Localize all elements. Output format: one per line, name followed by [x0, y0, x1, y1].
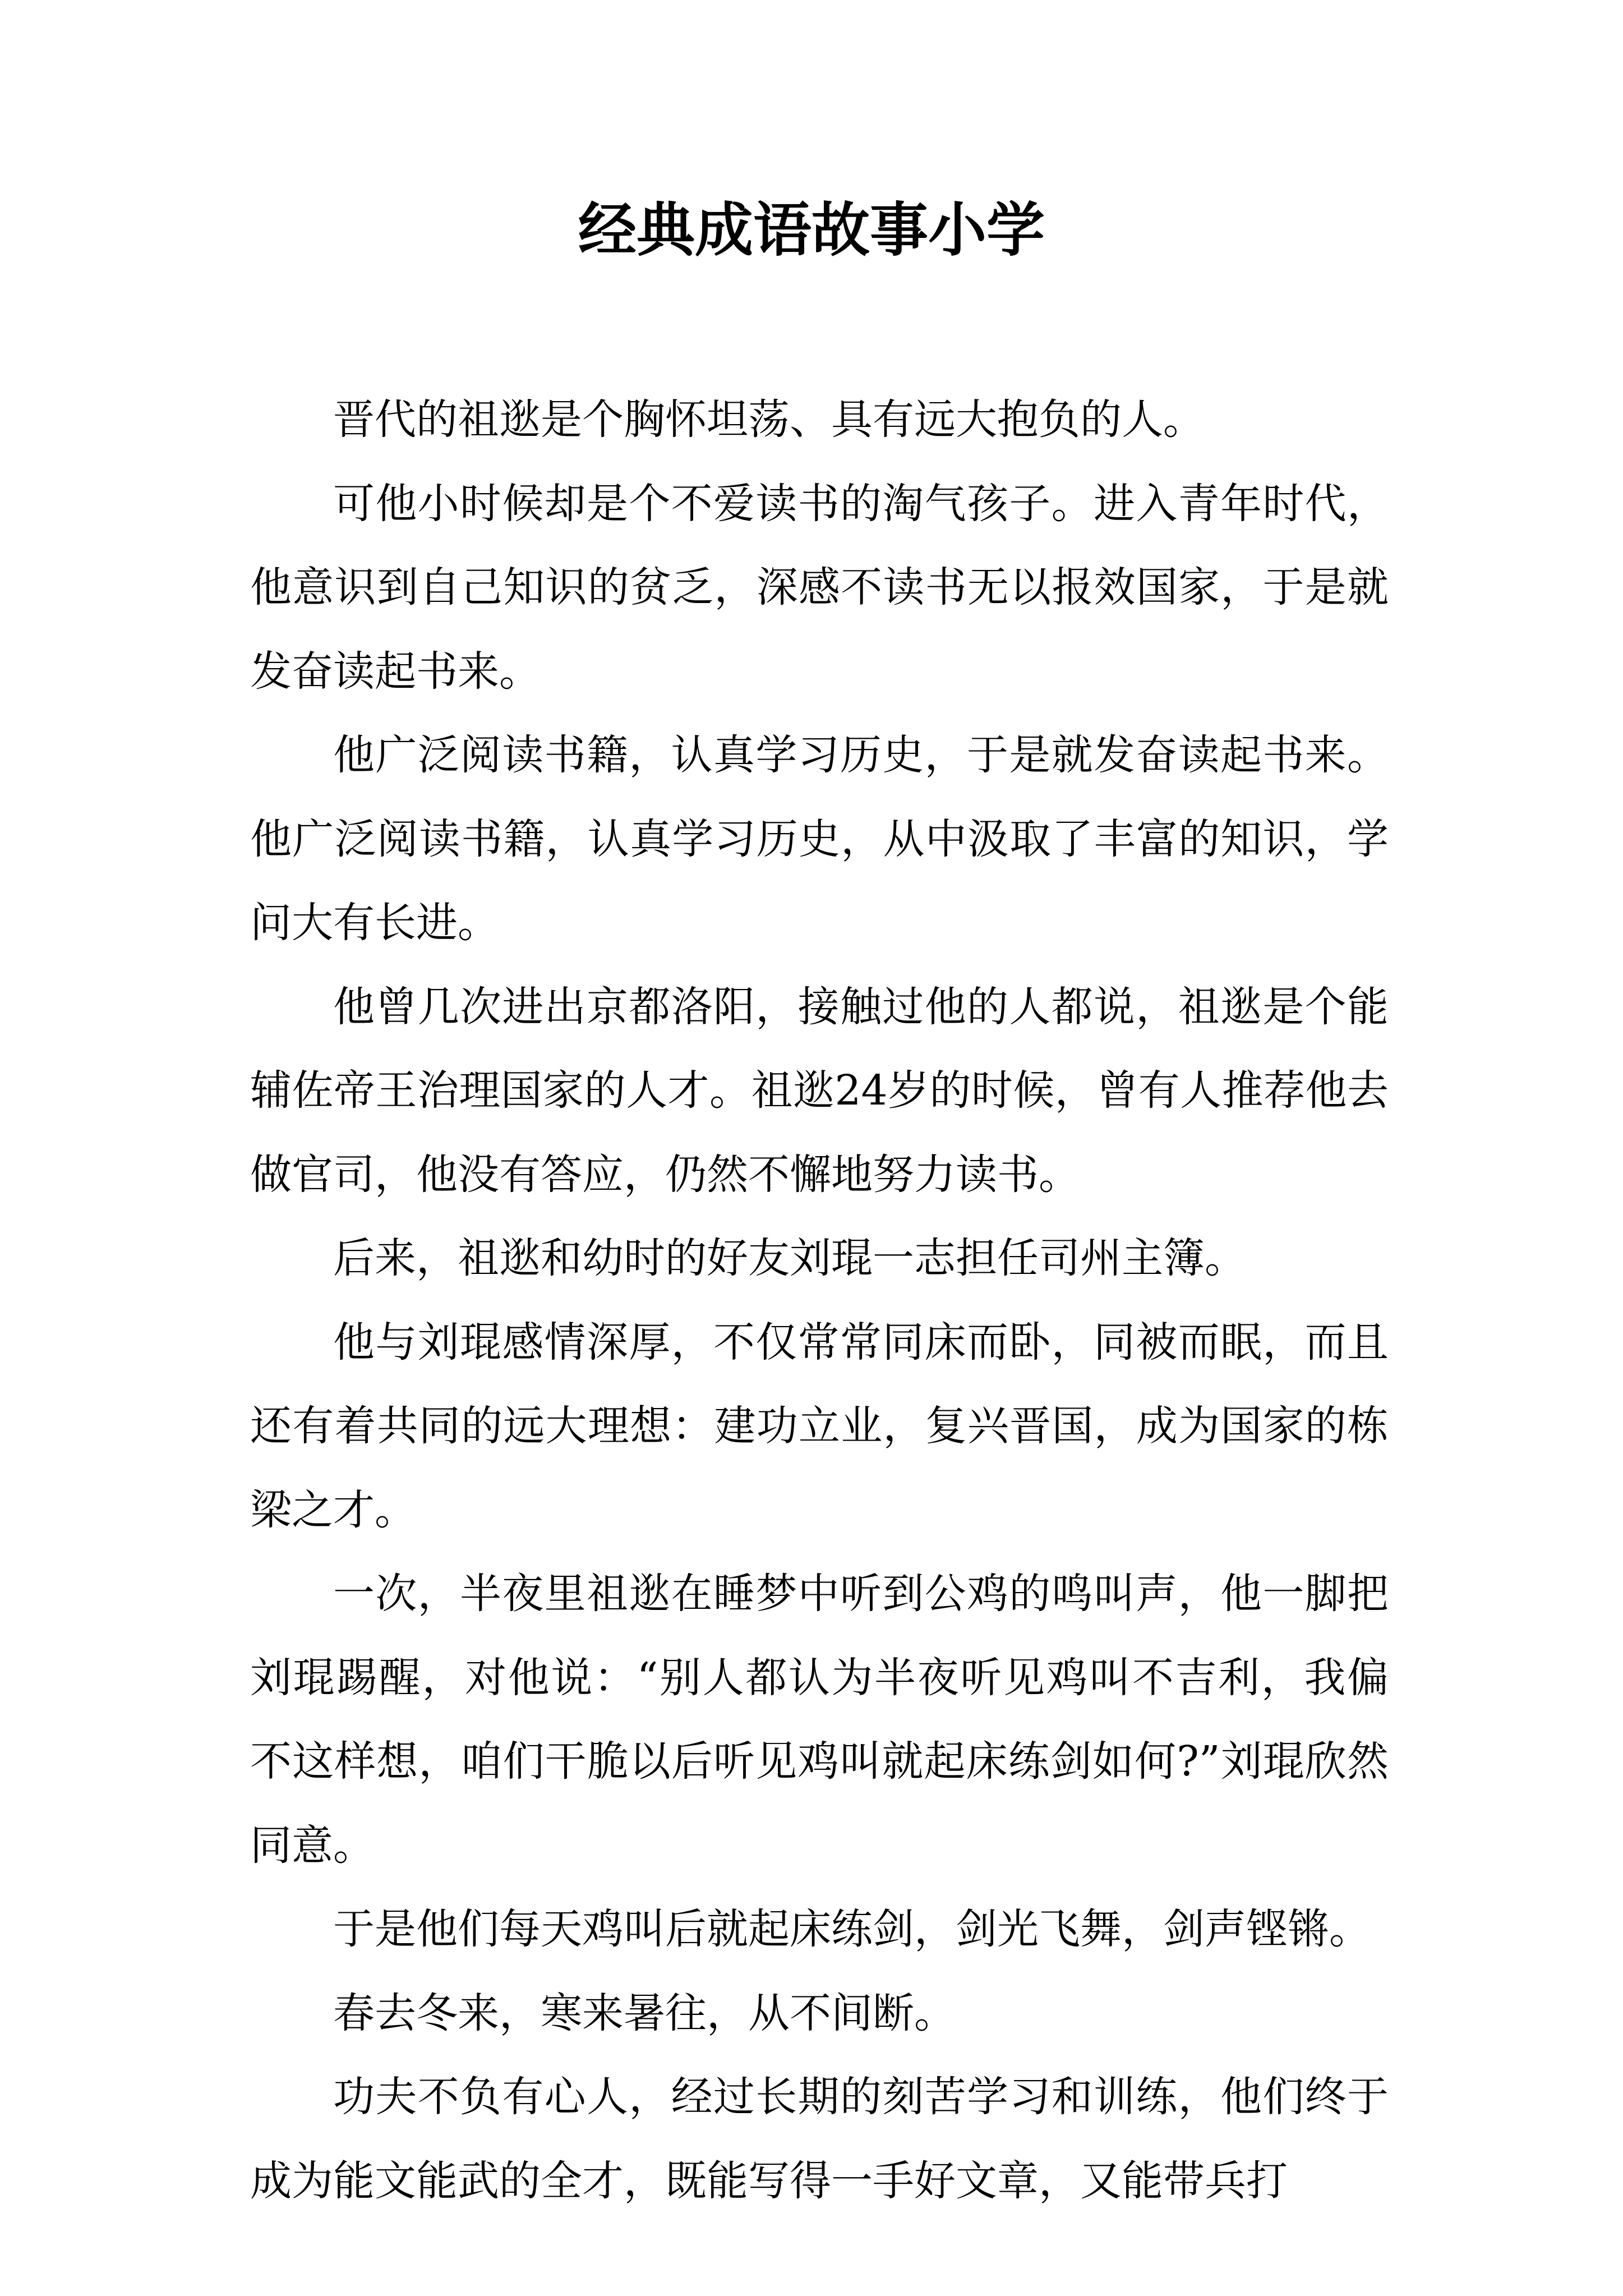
paragraph: 功夫不负有心人，经过长期的刻苦学习和训练，他们终于成为能文能武的全才，既能写得一手好文章，又能带兵打 [250, 2073, 1389, 2205]
paragraph: 他与刘琨感情深厚，不仅常常同床而卧，同被而眠，而且还有着共同的远大理想：建功立业，复兴晋国，成为国家的栋梁之才。 [250, 1318, 1389, 1534]
paragraph: 于是他们每天鸡叫后就起床练剑，剑光飞舞，剑声铿锵。 [333, 1905, 1371, 1953]
document-body [250, 378, 1389, 2223]
paragraph: 春去冬来，寒来暑往，从不间断。 [333, 1989, 956, 2037]
paragraph: 一次，半夜里祖逖在睡梦中听到公鸡的鸣叫声，他一脚把刘琨踢醒，对他说：“别人都认为半夜听见鸡叫不吉利，我偏不这样想，咱们干脆以后听见鸡叫就起床练剑如何?”刘琨欣然同意。 [250, 1570, 1389, 1870]
paragraph: 后来，祖逖和幼时的好友刘琨一志担任司州主簿。 [333, 1234, 1246, 1282]
paragraph: 他广泛阅读书籍，认真学习历史，于是就发奋读起书来。他广泛阅读书籍，认真学习历史，从中汲取了丰富的知识，学问大有长进。 [250, 731, 1389, 947]
paragraph: 可他小时候却是个不爱读书的淘气孩子。进入青年时代，他意识到自己知识的贫乏，深感不读书无以报效国家，于是就发奋读起书来。 [250, 479, 1389, 696]
document-title: 经典成语故事小学 [578, 195, 1045, 264]
paragraph: 他曾几次进出京都洛阳，接触过他的人都说，祖逖是个能辅佐帝王治理国家的人才。祖逖24岁的时候，曾有人推荐他去做官司，他没有答应，仍然不懈地努力读书。 [250, 982, 1389, 1199]
paragraph: 晋代的祖逖是个胸怀坦荡、具有远大抱负的人。 [333, 395, 1205, 444]
